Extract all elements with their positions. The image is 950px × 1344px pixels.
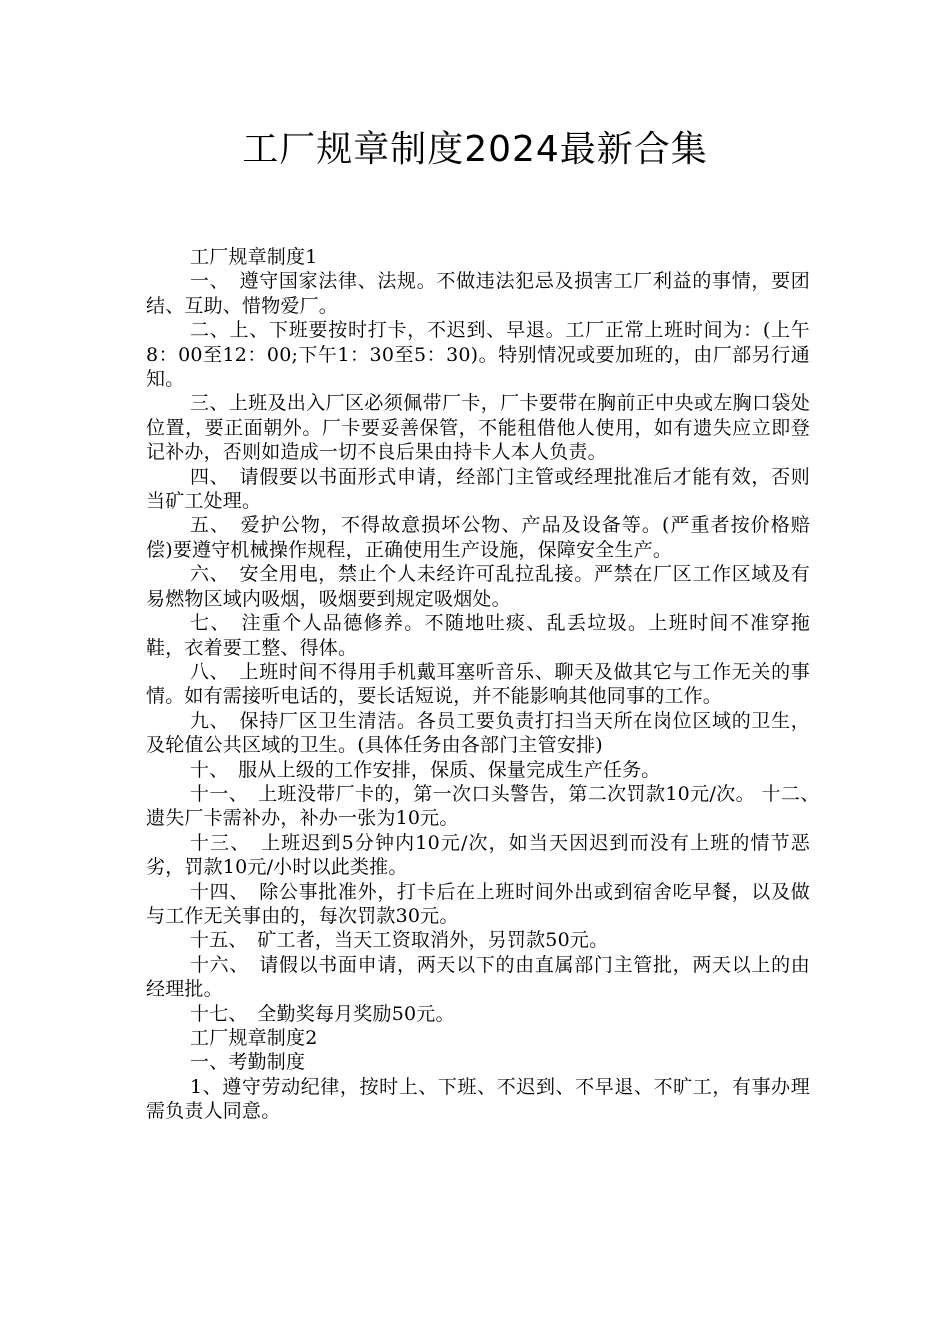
rule-2: 二、上、下班要按时打卡，不迟到、早退。工厂正常上班时间为：(上午8：00至12：00;下午1：30至5：30)。特别情况或要加班的，由厂部另行通知。 [146, 319, 810, 391]
rule-6: 六、 安全用电，禁止个人未经许可乱拉乱接。严禁在厂区工作区域及有易燃物区域内吸烟，吸烟要到规定吸烟处。 [146, 563, 810, 610]
rule-1: 一、 遵守国家法律、法规。不做违法犯忌及损害工厂利益的事情，要团结、互助、惜物爱厂。 [146, 270, 810, 317]
rule-8: 八、 上班时间不得用手机戴耳塞听音乐、聊天及做其它与工作无关的事情。如有需接听电话的，要长话短说，并不能影响其他同事的工作。 [146, 660, 810, 708]
rule-10: 十、 服从上级的工作安排，保质、保量完成生产任务。 [190, 758, 661, 781]
document-title: 工厂规章制度2024最新合集 [242, 129, 708, 170]
section-heading-2: 工厂规章制度2 [190, 1027, 318, 1049]
rule-4: 四、 请假要以书面形式申请，经部门主管或经理批准后才能有效，否则当矿工处理。 [146, 465, 810, 513]
attendance-rule-1: 1、遵守劳动纪律，按时上、下班、不迟到、不早退、不旷工，有事办理需负责人同意。 [146, 1075, 810, 1123]
document-body [146, 245, 830, 1124]
rule-13: 十三、 上班迟到5分钟内10元/次，如当天因迟到而没有上班的情节恶劣，罚款10元/小时以此类推。 [146, 831, 810, 879]
rule-7: 七、 注重个人品德修养。不随地吐痰、乱丢垃圾。上班时间不准穿拖鞋，衣着要工整、得体。 [146, 612, 810, 659]
rule-9: 九、 保持厂区卫生清洁。各员工要负责打扫当天所在岗位区域的卫生，及轮值公共区域的卫生。(具体任务由各部门主管安排) [146, 709, 810, 757]
rule-5: 五、 爱护公物，不得故意损坏公物、产品及设备等。(严重者按价格赔偿)要遵守机械操作规程，正确使用生产设施，保障安全生产。 [146, 514, 810, 561]
subsection-heading-attendance: 一、考勤制度 [190, 1051, 306, 1074]
section-heading-1: 工厂规章制度1 [190, 246, 318, 268]
rule-14: 十四、 除公事批准外，打卡后在上班时间外出或到宿舍吃早餐，以及做与工作无关事由的，每次罚款30元。 [146, 880, 810, 927]
rule-3: 三、上班及出入厂区必须佩带厂卡，厂卡要带在胸前正中央或左胸口袋处位置，要正面朝外。厂卡要妥善保管，不能租借他人使用，如有遗失应立即登记补办，否则如造成一切不良后果由持卡人本人负责。 [146, 392, 810, 464]
rule-15: 十五、 矿工者，当天工资取消外，另罚款50元。 [190, 929, 609, 952]
rule-11-12: 十一、 上班没带厂卡的，第一次口头警告，第二次罚款10元/次。 十二、 遗失厂卡需补办，补办一张为10元。 [146, 782, 830, 830]
rule-17: 十七、 全勤奖每月奖励50元。 [190, 1002, 455, 1025]
rule-16: 十六、 请假以书面申请，两天以下的由直属部门主管批，两天以上的由经理批。 [146, 953, 810, 1001]
